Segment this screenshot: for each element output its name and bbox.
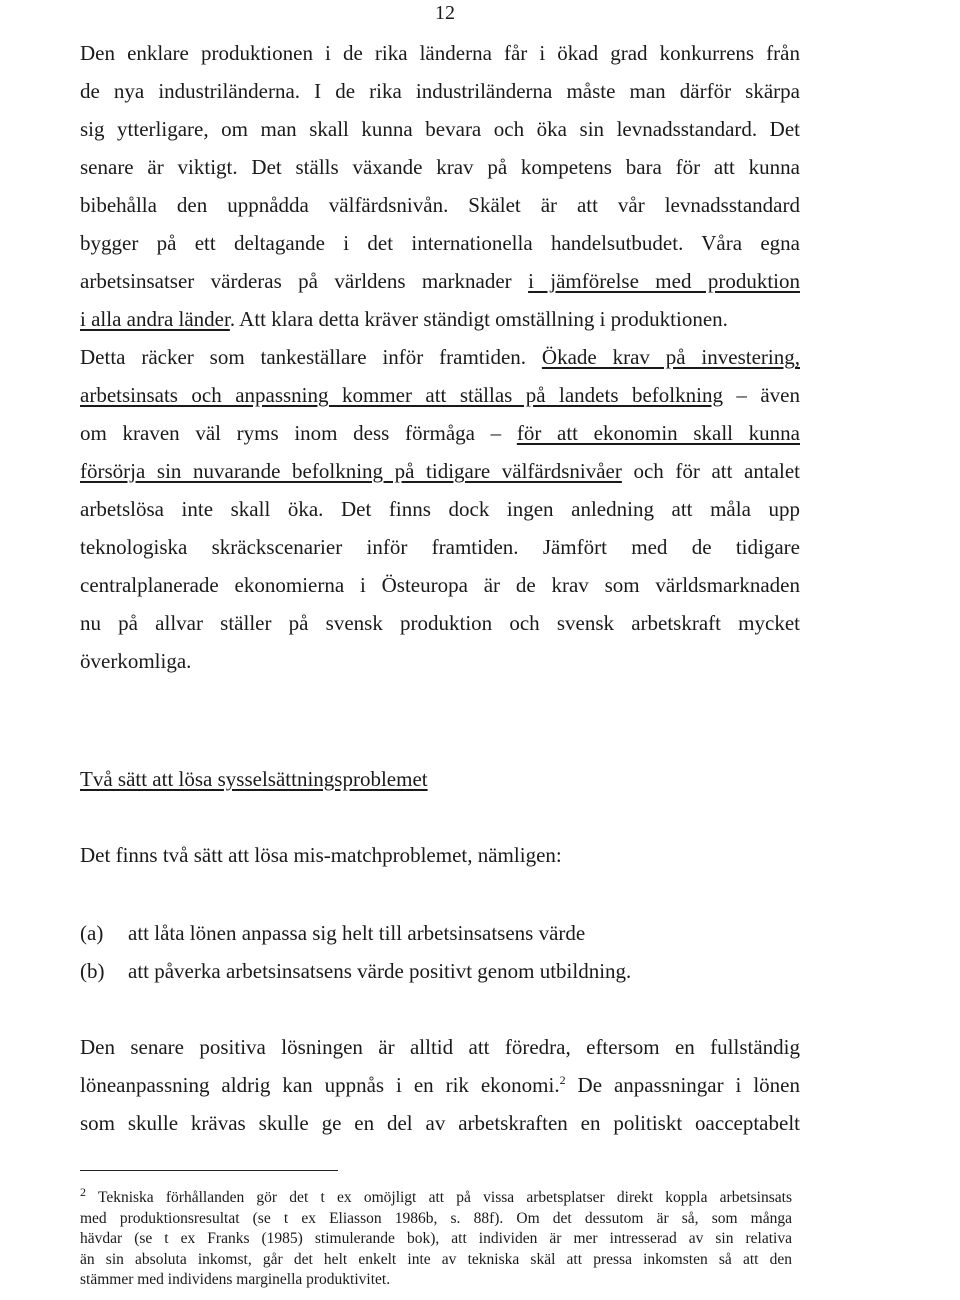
underlined-phrase: Ökade krav på investering, bbox=[541, 345, 800, 369]
section-heading: Två sätt att lösa sysselsättningsproblemet bbox=[80, 767, 428, 791]
text-line: teknologiska skräckscenarier inför framtiden. Jämfört med de tidigare bbox=[80, 535, 800, 559]
underlined-phrase: i jämförelse med produktion bbox=[528, 269, 800, 293]
text-run: om kraven väl ryms inom dess förmåga – bbox=[80, 421, 517, 445]
footnote bbox=[80, 1184, 792, 1291]
text-line bbox=[80, 414, 800, 452]
underlined-phrase: arbetsinsats och anpassning kommer att ställas på landets befolkning bbox=[80, 383, 723, 407]
text-line: centralplanerade ekonomierna i Östeuropa är de krav som världsmarknaden bbox=[80, 573, 800, 597]
text-line bbox=[80, 1066, 800, 1104]
footnote-line: stämmer med individens marginella produktivitet. bbox=[80, 1271, 391, 1288]
list-text: att låta lönen anpassa sig helt till arbetsinsatsens värde bbox=[128, 921, 586, 945]
paragraph-competition bbox=[80, 34, 800, 680]
text-line bbox=[80, 300, 800, 338]
text-run: och för att antalet bbox=[621, 459, 800, 483]
text-run: Detta räcker som tankeställare inför framtiden. bbox=[80, 345, 542, 369]
page-number: 12 bbox=[435, 2, 455, 24]
text-line: arbetslösa inte skall öka. Det finns dock ingen anledning att måla upp bbox=[80, 497, 800, 521]
list-item bbox=[80, 914, 800, 952]
options-list bbox=[80, 914, 800, 990]
list-text: att påverka arbetsinsatsens värde positivt genom utbildning. bbox=[128, 959, 632, 983]
text-line: bibehålla den uppnådda välfärdsnivån. Skälet är att vår levnadsstandard bbox=[80, 193, 800, 217]
text-run: . Att klara detta kräver ständigt omställning i produktionen. bbox=[229, 307, 728, 331]
text-line bbox=[80, 262, 800, 300]
paragraph-wage-adjustment bbox=[80, 1028, 800, 1142]
list-label: (a) bbox=[80, 921, 104, 945]
intro-sentence: Det finns två sätt att lösa mis-matchproblemet, nämligen: bbox=[80, 843, 562, 867]
footnote-line: med produktionsresultat (se t ex Eliasson 1986b, s. 88f). Om det dessutom är så, som många bbox=[80, 1209, 792, 1227]
footnote-marker: 2 bbox=[80, 1184, 86, 1199]
text-line: de nya industriländerna. I de rika industriländerna måste man därför skärpa bbox=[80, 79, 800, 103]
footnote-line: hävdar (se t ex Franks (1985) stimulerande bok), att individen är mer intresserad av sin relativa bbox=[80, 1230, 792, 1247]
footnote-line: än sin absoluta inkomst, går det helt enkelt inte av tekniska skäl att pressa inkomsten så att den bbox=[80, 1250, 792, 1268]
footnote-separator bbox=[80, 1170, 338, 1171]
text-line: som skulle krävas skulle ge en del av arbetskraften en politiskt oacceptabelt bbox=[80, 1111, 800, 1135]
text-line: Den enklare produktionen i de rika länderna får i ökad grad konkurrens från bbox=[80, 41, 800, 65]
footnote-line bbox=[80, 1184, 792, 1209]
underlined-phrase: försörja sin nuvarande befolkning på tidigare välfärdsnivåer bbox=[80, 459, 622, 483]
text-run: – även bbox=[722, 383, 800, 407]
underlined-phrase: i alla andra länder bbox=[80, 307, 230, 331]
text-line bbox=[80, 338, 800, 376]
text-run: arbetsinsatser värderas på världens marknader bbox=[80, 269, 529, 293]
footnote-reference[interactable]: 2 bbox=[559, 1073, 566, 1087]
text-run: Tekniska förhållanden gör det t ex omöjligt att på vissa arbetsplatser direkt koppla arbetsinsats bbox=[86, 1189, 792, 1206]
text-line bbox=[80, 452, 800, 490]
text-line: nu på allvar ställer på svensk produktion och svensk arbetskraft mycket bbox=[80, 611, 800, 635]
list-item bbox=[80, 952, 800, 990]
text-line: överkomliga. bbox=[80, 649, 192, 673]
text-line: senare är viktigt. Det ställs växande krav på kompetens bara för att kunna bbox=[80, 155, 800, 179]
text-run: löneanpassning aldrig kan uppnås i en rik ekonomi. bbox=[80, 1073, 560, 1097]
text-line: Den senare positiva lösningen är alltid att föredra, eftersom en fullständig bbox=[80, 1035, 800, 1059]
text-line: sig ytterligare, om man skall kunna bevara och öka sin levnadsstandard. Det bbox=[80, 117, 800, 141]
list-label: (b) bbox=[80, 959, 105, 983]
underlined-phrase: för att ekonomin skall kunna bbox=[516, 421, 801, 445]
text-line bbox=[80, 376, 800, 414]
text-run: De anpassningar i lönen bbox=[565, 1073, 800, 1097]
text-line: bygger på ett deltagande i det internationella handelsutbudet. Våra egna bbox=[80, 231, 800, 255]
